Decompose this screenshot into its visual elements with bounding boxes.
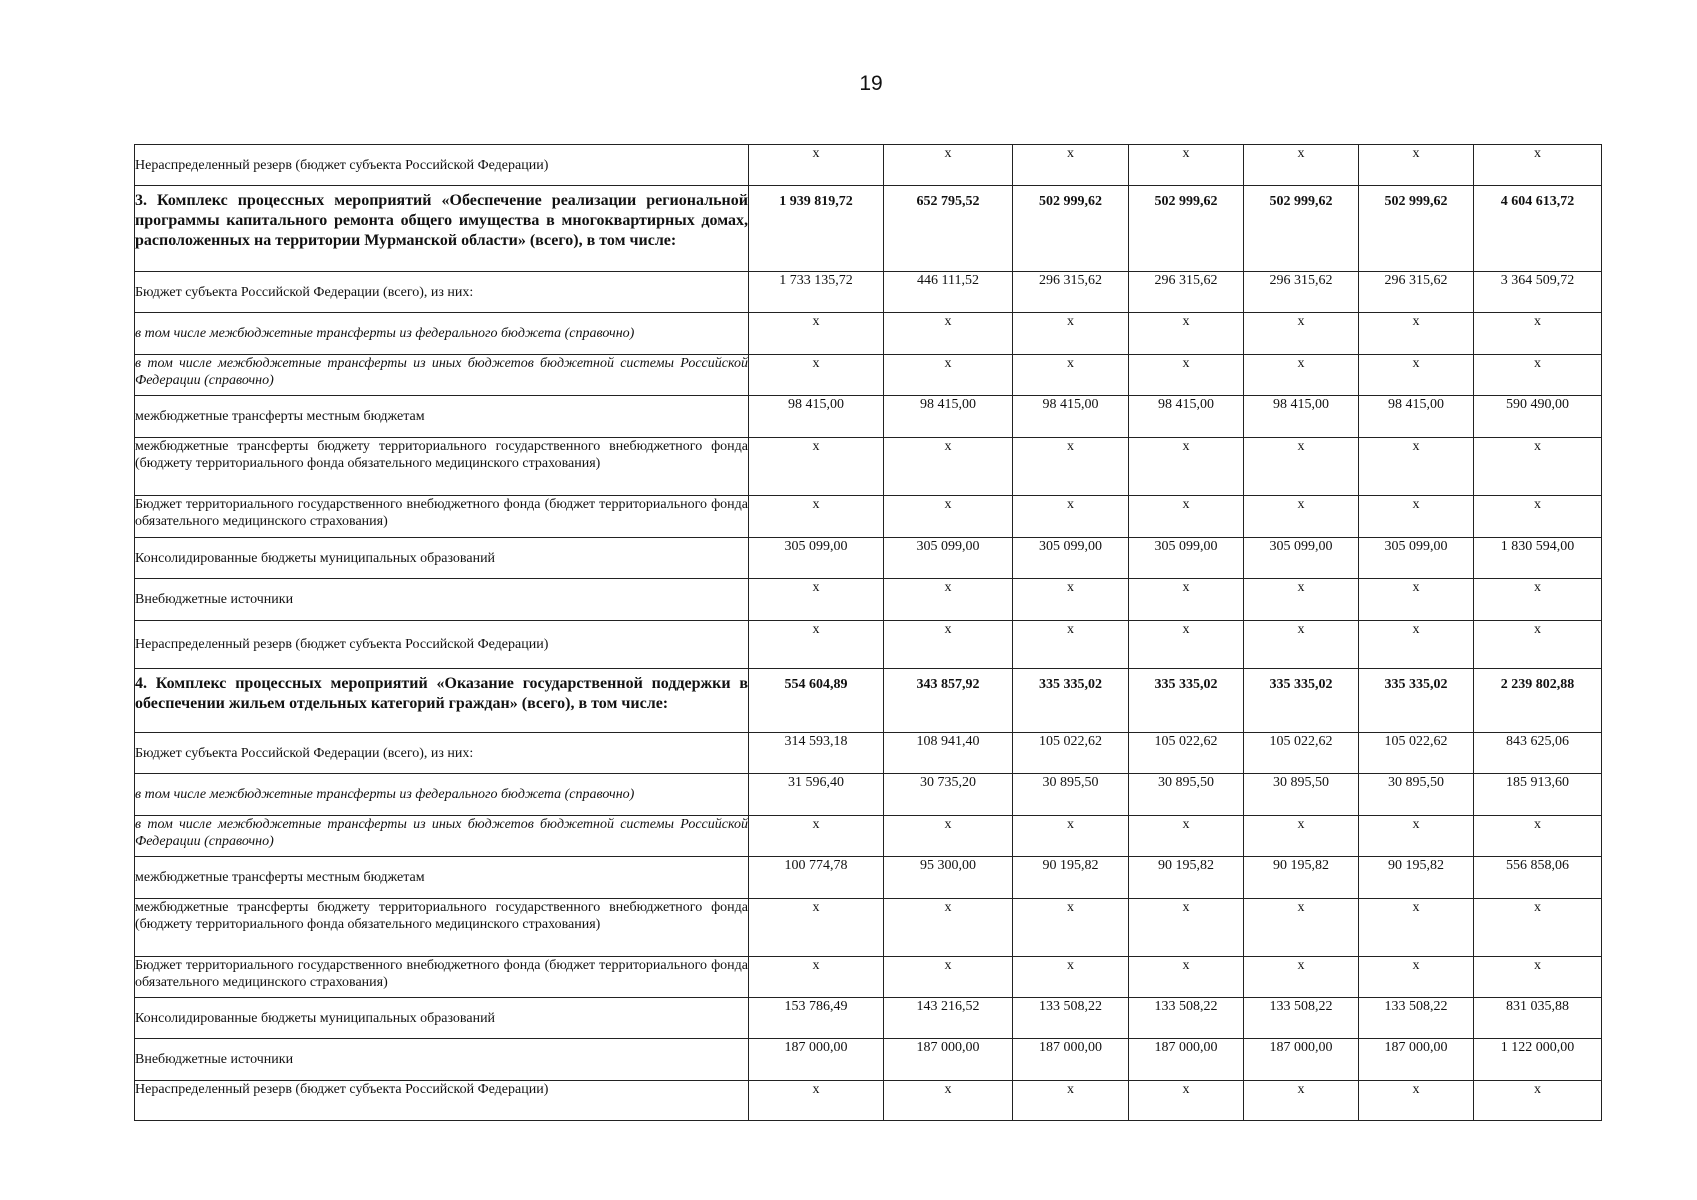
table-row bbox=[135, 396, 1602, 438]
table-row bbox=[135, 733, 1602, 774]
value-cell: 98 415,00 bbox=[1244, 396, 1359, 438]
page-number: 19 bbox=[859, 72, 883, 95]
value-cell: 133 508,22 bbox=[1244, 998, 1359, 1039]
value-cell: 335 335,02 bbox=[1013, 669, 1129, 733]
table-row bbox=[135, 313, 1602, 355]
value-cell: 305 099,00 bbox=[884, 538, 1013, 579]
value-cell: х bbox=[1244, 438, 1359, 496]
value-cell: 98 415,00 bbox=[1129, 396, 1244, 438]
value-cell: х bbox=[884, 579, 1013, 621]
value-cell: х bbox=[1013, 621, 1129, 669]
value-cell: 105 022,62 bbox=[1013, 733, 1129, 774]
value-cell: х bbox=[749, 145, 884, 186]
value-cell: х bbox=[1244, 579, 1359, 621]
value-cell: х bbox=[1359, 355, 1474, 396]
row-label: Консолидированные бюджеты муниципальных образований bbox=[135, 998, 749, 1039]
value-cell: 831 035,88 bbox=[1474, 998, 1602, 1039]
value-cell: 100 774,78 bbox=[749, 857, 884, 899]
value-cell: 335 335,02 bbox=[1129, 669, 1244, 733]
value-cell: х bbox=[1013, 957, 1129, 998]
row-label: межбюджетные трансферты бюджету территориального государственного внебюджетного фонда (бюджету территориального фонда обязательного медицинского страхования) bbox=[135, 899, 749, 957]
value-cell: х bbox=[1359, 957, 1474, 998]
value-cell: 1 122 000,00 bbox=[1474, 1039, 1602, 1081]
row-label: Нераспределенный резерв (бюджет субъекта Российской Федерации) bbox=[135, 621, 749, 669]
value-cell: х bbox=[749, 957, 884, 998]
value-cell: х bbox=[1474, 438, 1602, 496]
value-cell: 153 786,49 bbox=[749, 998, 884, 1039]
table-row bbox=[135, 438, 1602, 496]
value-cell: 185 913,60 bbox=[1474, 774, 1602, 816]
row-label: 4. Комплекс процессных мероприятий «Оказание государственной поддержки в обеспечении жильем отдельных категорий граждан» (всего), в том числе: bbox=[135, 669, 749, 733]
value-cell: 554 604,89 bbox=[749, 669, 884, 733]
row-label: в том числе межбюджетные трансферты из федерального бюджета (справочно) bbox=[135, 774, 749, 816]
value-cell: х bbox=[1129, 496, 1244, 538]
table-row bbox=[135, 899, 1602, 957]
value-cell: х bbox=[884, 438, 1013, 496]
row-label: Внебюджетные источники bbox=[135, 579, 749, 621]
value-cell: х bbox=[1244, 355, 1359, 396]
value-cell: 305 099,00 bbox=[749, 538, 884, 579]
value-cell: х bbox=[1129, 1081, 1244, 1121]
value-cell: х bbox=[1244, 621, 1359, 669]
value-cell: 335 335,02 bbox=[1359, 669, 1474, 733]
value-cell: 90 195,82 bbox=[1013, 857, 1129, 899]
row-label: 3. Комплекс процессных мероприятий «Обеспечение реализации региональной программы капитального ремонта общего имущества в многоквартирных домах, расположенных на территории Мурманской области» (всего), в том числе: bbox=[135, 186, 749, 272]
row-label: Нераспределенный резерв (бюджет субъекта Российской Федерации) bbox=[135, 145, 749, 186]
table-row bbox=[135, 579, 1602, 621]
value-cell: 305 099,00 bbox=[1129, 538, 1244, 579]
value-cell: 98 415,00 bbox=[1013, 396, 1129, 438]
row-label: Бюджет территориального государственного внебюджетного фонда (бюджет территориального фонда обязательного медицинского страхования) bbox=[135, 957, 749, 998]
value-cell: х bbox=[1013, 145, 1129, 186]
budget-table bbox=[134, 144, 1602, 1121]
value-cell: х bbox=[1359, 438, 1474, 496]
value-cell: 296 315,62 bbox=[1244, 272, 1359, 313]
value-cell: 98 415,00 bbox=[884, 396, 1013, 438]
value-cell: х bbox=[884, 145, 1013, 186]
table-row bbox=[135, 355, 1602, 396]
value-cell: х bbox=[1359, 579, 1474, 621]
value-cell: х bbox=[1474, 579, 1602, 621]
value-cell: 305 099,00 bbox=[1013, 538, 1129, 579]
value-cell: 133 508,22 bbox=[1013, 998, 1129, 1039]
value-cell: х bbox=[1474, 1081, 1602, 1121]
value-cell: х bbox=[1013, 899, 1129, 957]
value-cell: 652 795,52 bbox=[884, 186, 1013, 272]
value-cell: 187 000,00 bbox=[1359, 1039, 1474, 1081]
value-cell: х bbox=[749, 621, 884, 669]
value-cell: 30 895,50 bbox=[1129, 774, 1244, 816]
value-cell: 105 022,62 bbox=[1244, 733, 1359, 774]
row-label: Бюджет территориального государственного внебюджетного фонда (бюджет территориального фонда обязательного медицинского страхования) bbox=[135, 496, 749, 538]
value-cell: 187 000,00 bbox=[1129, 1039, 1244, 1081]
value-cell: х bbox=[1129, 957, 1244, 998]
row-label: в том числе межбюджетные трансферты из федерального бюджета (справочно) bbox=[135, 313, 749, 355]
value-cell: 108 941,40 bbox=[884, 733, 1013, 774]
value-cell: 187 000,00 bbox=[884, 1039, 1013, 1081]
value-cell: х bbox=[1359, 313, 1474, 355]
value-cell: х bbox=[1013, 1081, 1129, 1121]
table-row bbox=[135, 145, 1602, 186]
table-row bbox=[135, 816, 1602, 857]
value-cell: х bbox=[1474, 621, 1602, 669]
value-cell: 187 000,00 bbox=[1013, 1039, 1129, 1081]
value-cell: 90 195,82 bbox=[1244, 857, 1359, 899]
value-cell: х bbox=[884, 496, 1013, 538]
table-row bbox=[135, 774, 1602, 816]
row-label: межбюджетные трансферты местным бюджетам bbox=[135, 857, 749, 899]
value-cell: 1 939 819,72 bbox=[749, 186, 884, 272]
value-cell: х bbox=[1359, 816, 1474, 857]
value-cell: х bbox=[884, 816, 1013, 857]
value-cell: х bbox=[884, 899, 1013, 957]
value-cell: х bbox=[1013, 313, 1129, 355]
value-cell: х bbox=[1474, 496, 1602, 538]
table-row bbox=[135, 1081, 1602, 1121]
row-label: Бюджет субъекта Российской Федерации (всего), из них: bbox=[135, 272, 749, 313]
table-row bbox=[135, 496, 1602, 538]
value-cell: 314 593,18 bbox=[749, 733, 884, 774]
value-cell: 556 858,06 bbox=[1474, 857, 1602, 899]
value-cell: х bbox=[749, 1081, 884, 1121]
value-cell: х bbox=[1129, 899, 1244, 957]
value-cell: х bbox=[1244, 816, 1359, 857]
value-cell: 90 195,82 bbox=[1359, 857, 1474, 899]
value-cell: х bbox=[1013, 496, 1129, 538]
value-cell: 3 364 509,72 bbox=[1474, 272, 1602, 313]
value-cell: х bbox=[749, 355, 884, 396]
value-cell: 95 300,00 bbox=[884, 857, 1013, 899]
value-cell: 105 022,62 bbox=[1129, 733, 1244, 774]
value-cell: х bbox=[884, 313, 1013, 355]
value-cell: 296 315,62 bbox=[1359, 272, 1474, 313]
value-cell: 296 315,62 bbox=[1129, 272, 1244, 313]
value-cell: х bbox=[1474, 355, 1602, 396]
value-cell: х bbox=[1244, 899, 1359, 957]
value-cell: х bbox=[1244, 957, 1359, 998]
value-cell: х bbox=[1359, 621, 1474, 669]
value-cell: 30 895,50 bbox=[1013, 774, 1129, 816]
table-row bbox=[135, 669, 1602, 733]
row-label: Нераспределенный резерв (бюджет субъекта Российской Федерации) bbox=[135, 1081, 749, 1121]
table-row bbox=[135, 538, 1602, 579]
value-cell: х bbox=[1013, 438, 1129, 496]
value-cell: 296 315,62 bbox=[1013, 272, 1129, 313]
value-cell: х bbox=[1359, 1081, 1474, 1121]
value-cell: х bbox=[1474, 899, 1602, 957]
value-cell: 98 415,00 bbox=[749, 396, 884, 438]
row-label: межбюджетные трансферты бюджету территориального государственного внебюджетного фонда (бюджету территориального фонда обязательного медицинского страхования) bbox=[135, 438, 749, 496]
value-cell: 105 022,62 bbox=[1359, 733, 1474, 774]
value-cell: 90 195,82 bbox=[1129, 857, 1244, 899]
value-cell: 30 735,20 bbox=[884, 774, 1013, 816]
value-cell: х bbox=[749, 816, 884, 857]
row-label: Бюджет субъекта Российской Федерации (всего), из них: bbox=[135, 733, 749, 774]
row-label: в том числе межбюджетные трансферты из иных бюджетов бюджетной системы Российской Федерации (справочно) bbox=[135, 355, 749, 396]
table-row bbox=[135, 621, 1602, 669]
value-cell: х bbox=[1129, 621, 1244, 669]
value-cell: х bbox=[1129, 355, 1244, 396]
value-cell: х bbox=[1359, 899, 1474, 957]
value-cell: х bbox=[884, 1081, 1013, 1121]
table-row bbox=[135, 1039, 1602, 1081]
value-cell: х bbox=[1244, 313, 1359, 355]
value-cell: 1 733 135,72 bbox=[749, 272, 884, 313]
value-cell: 143 216,52 bbox=[884, 998, 1013, 1039]
value-cell: х bbox=[749, 899, 884, 957]
value-cell: 305 099,00 bbox=[1244, 538, 1359, 579]
value-cell: х bbox=[1244, 1081, 1359, 1121]
value-cell: х bbox=[1244, 496, 1359, 538]
value-cell: 30 895,50 bbox=[1359, 774, 1474, 816]
value-cell: 133 508,22 bbox=[1359, 998, 1474, 1039]
table-row bbox=[135, 272, 1602, 313]
value-cell: х bbox=[1474, 145, 1602, 186]
value-cell: х bbox=[1474, 957, 1602, 998]
value-cell: 843 625,06 bbox=[1474, 733, 1602, 774]
value-cell: 31 596,40 bbox=[749, 774, 884, 816]
value-cell: 502 999,62 bbox=[1013, 186, 1129, 272]
table-row bbox=[135, 957, 1602, 998]
value-cell: х bbox=[1013, 579, 1129, 621]
value-cell: 30 895,50 bbox=[1244, 774, 1359, 816]
value-cell: 4 604 613,72 bbox=[1474, 186, 1602, 272]
value-cell: х bbox=[1129, 579, 1244, 621]
table-row bbox=[135, 186, 1602, 272]
value-cell: х bbox=[749, 496, 884, 538]
value-cell: 187 000,00 bbox=[1244, 1039, 1359, 1081]
value-cell: 2 239 802,88 bbox=[1474, 669, 1602, 733]
value-cell: 1 830 594,00 bbox=[1474, 538, 1602, 579]
table-row bbox=[135, 998, 1602, 1039]
value-cell: 343 857,92 bbox=[884, 669, 1013, 733]
value-cell: х bbox=[1244, 145, 1359, 186]
row-label: Консолидированные бюджеты муниципальных образований bbox=[135, 538, 749, 579]
value-cell: х bbox=[1129, 438, 1244, 496]
value-cell: 502 999,62 bbox=[1359, 186, 1474, 272]
value-cell: х bbox=[1129, 816, 1244, 857]
row-label: в том числе межбюджетные трансферты из иных бюджетов бюджетной системы Российской Федерации (справочно) bbox=[135, 816, 749, 857]
row-label: Внебюджетные источники bbox=[135, 1039, 749, 1081]
value-cell: х bbox=[749, 579, 884, 621]
value-cell: х bbox=[884, 355, 1013, 396]
value-cell: х bbox=[1129, 313, 1244, 355]
value-cell: 502 999,62 bbox=[1244, 186, 1359, 272]
value-cell: х bbox=[1359, 496, 1474, 538]
value-cell: х bbox=[1013, 355, 1129, 396]
value-cell: х bbox=[884, 621, 1013, 669]
value-cell: 335 335,02 bbox=[1244, 669, 1359, 733]
value-cell: 590 490,00 bbox=[1474, 396, 1602, 438]
value-cell: 98 415,00 bbox=[1359, 396, 1474, 438]
value-cell: 133 508,22 bbox=[1129, 998, 1244, 1039]
value-cell: х bbox=[884, 957, 1013, 998]
table-row bbox=[135, 857, 1602, 899]
value-cell: 446 111,52 bbox=[884, 272, 1013, 313]
value-cell: 502 999,62 bbox=[1129, 186, 1244, 272]
value-cell: 187 000,00 bbox=[749, 1039, 884, 1081]
value-cell: х bbox=[749, 438, 884, 496]
value-cell: х bbox=[1359, 145, 1474, 186]
value-cell: х bbox=[1013, 816, 1129, 857]
value-cell: 305 099,00 bbox=[1359, 538, 1474, 579]
value-cell: х bbox=[1474, 313, 1602, 355]
row-label: межбюджетные трансферты местным бюджетам bbox=[135, 396, 749, 438]
value-cell: х bbox=[1129, 145, 1244, 186]
value-cell: х bbox=[749, 313, 884, 355]
value-cell: х bbox=[1474, 816, 1602, 857]
